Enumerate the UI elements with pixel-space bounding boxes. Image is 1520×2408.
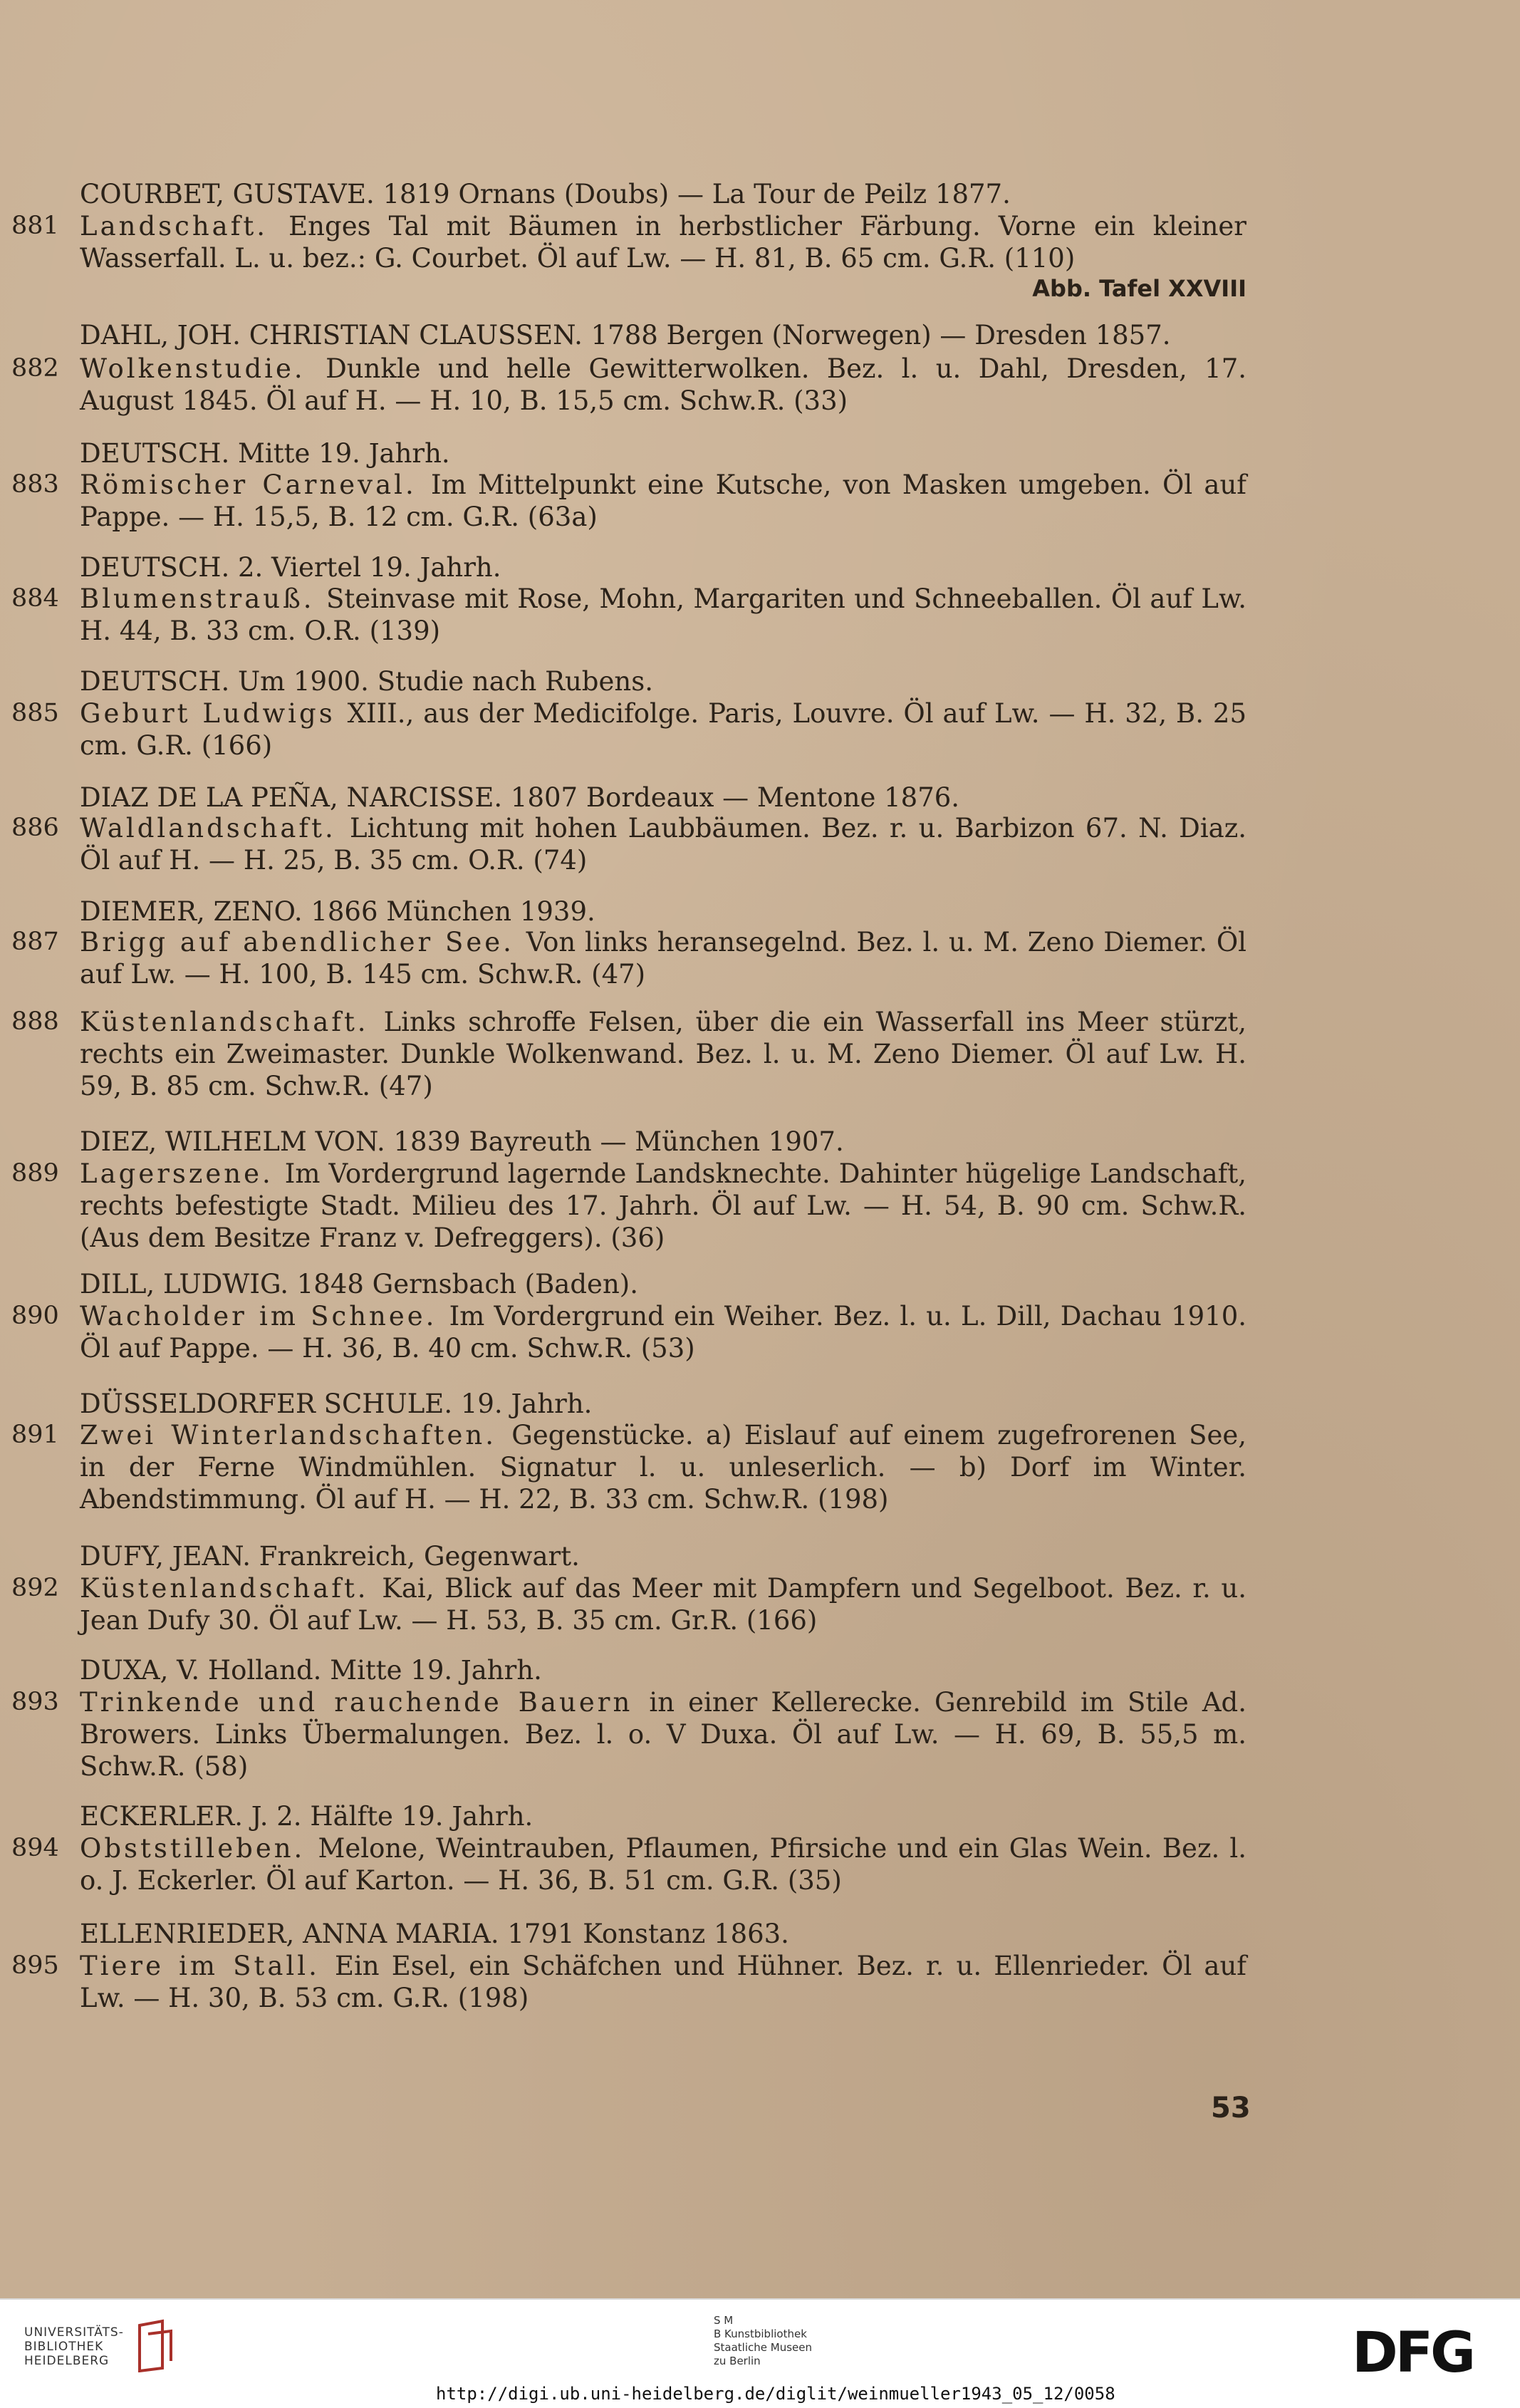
lot-number: 890 bbox=[11, 1302, 59, 1330]
lot-description: Dunkle und helle Gewitterwolken. Bez. l. u. Dahl, Dresden, 17. August 1845. Öl auf H. — H. 10, B. 15,5 cm. Schw.R. (33) bbox=[80, 353, 1246, 416]
lot-description: Steinvase mit Rose, Mohn, Margariten und Schneeballen. Öl auf Lw. H. 44, B. 33 cm. O.R. (139) bbox=[80, 583, 1246, 646]
smb-line: S M bbox=[714, 2314, 734, 2327]
plate-reference: Abb. Tafel XXVIII bbox=[1032, 275, 1246, 302]
permalink-url[interactable]: http://digi.ub.uni-heidelberg.de/diglit/weinmueller1943_05_12/0058 bbox=[436, 2384, 1115, 2404]
lot-description: in einer Kellerecke. Genrebild im Stile Ad. Browers. Links Übermalungen. Bez. l. o. V Duxa. Öl auf Lw. — H. 69, B. 55,5 m. Schw.R. (58) bbox=[80, 1687, 1246, 1782]
lot-description: Lichtung mit hohen Laubbäumen. Bez. r. u. Barbizon 67. N. Diaz. Öl auf H. — H. 25, B. 35 cm. O.R. (74) bbox=[80, 813, 1246, 876]
lot-title: Landschaft. bbox=[80, 211, 289, 242]
lot-description: Von links heransegelnd. Bez. l. u. M. Zeno Diemer. Öl auf Lw. — H. 100, B. 145 cm. Schw.R. (47) bbox=[80, 927, 1247, 990]
lot-number: 886 bbox=[11, 814, 59, 842]
lot-891 bbox=[11, 1419, 1246, 1515]
dfg-logo[interactable]: DFG bbox=[1352, 2321, 1474, 2385]
smb-logo[interactable] bbox=[714, 2314, 812, 2368]
lot-885 bbox=[11, 697, 1246, 762]
lot-number: 894 bbox=[11, 1834, 59, 1862]
lot-number: 895 bbox=[11, 1951, 59, 1980]
lot-number: 882 bbox=[11, 354, 59, 383]
lot-description: Ein Esel, ein Schäfchen und Hühner. Bez. r. u. Ellenrieder. Öl auf Lw. — H. 30, B. 53 cm. G.R. (198) bbox=[80, 1951, 1246, 2013]
lot-number: 889 bbox=[11, 1159, 59, 1188]
artist-heading: DEUTSCH. 2. Viertel 19. Jahrh. bbox=[80, 552, 501, 583]
lot-number: 883 bbox=[11, 470, 59, 499]
lot-title: Küstenlandschaft. bbox=[80, 1007, 384, 1037]
lot-number: 893 bbox=[11, 1688, 59, 1716]
lot-title: Geburt Ludwigs bbox=[80, 698, 348, 729]
artist-heading: COURBET, GUSTAVE. 1819 Ornans (Doubs) — La Tour de Peilz 1877. bbox=[80, 179, 1011, 209]
lot-title: Trinkende und rauchende Bauern bbox=[80, 1687, 650, 1718]
university-library-logo[interactable] bbox=[24, 2325, 124, 2368]
lot-895 bbox=[11, 1950, 1246, 2014]
artist-heading: DAHL, JOH. CHRISTIAN CLAUSSEN. 1788 Bergen (Norwegen) — Dresden 1857. bbox=[80, 320, 1171, 351]
lot-description: Gegenstücke. a) Eislauf auf einem zugefrorenen See, in der Ferne Windmühlen. Signatur l. u. unleserlich. — b) Dorf im Winter. Abendstimmung. Öl auf H. — H. 22, B. 33 cm. Schw.R. (198) bbox=[80, 1420, 1246, 1515]
artist-heading: DUXA, V. Holland. Mitte 19. Jahrh. bbox=[80, 1655, 542, 1686]
lot-882 bbox=[11, 353, 1246, 417]
lot-number: 884 bbox=[11, 584, 59, 613]
artist-heading: DEUTSCH. Um 1900. Studie nach Rubens. bbox=[80, 666, 653, 697]
lot-title: Römischer Carneval. bbox=[80, 469, 431, 500]
lot-description: XIII., aus der Medicifolge. Paris, Louvre. Öl auf Lw. — H. 32, B. 25 cm. G.R. (166) bbox=[80, 698, 1246, 761]
lot-883 bbox=[11, 469, 1246, 533]
lot-884 bbox=[11, 583, 1246, 647]
lot-number: 887 bbox=[11, 928, 59, 956]
lot-number: 892 bbox=[11, 1574, 59, 1602]
lot-887 bbox=[11, 926, 1247, 990]
lot-description: Links schroffe Felsen, über die ein Wasserfall ins Meer stürzt, rechts ein Zweimaster. Dunkle Wolkenwand. Bez. l. u. M. Zeno Diemer. Öl auf Lw. H. 59, B. 85 cm. Schw.R. (47) bbox=[80, 1007, 1246, 1101]
lot-881 bbox=[11, 210, 1246, 274]
artist-heading: DILL, LUDWIG. 1848 Gernsbach (Baden). bbox=[80, 1269, 638, 1299]
lot-892 bbox=[11, 1572, 1246, 1636]
lot-title: Küstenlandschaft. bbox=[80, 1573, 382, 1604]
lot-title: Obststilleben. bbox=[80, 1833, 318, 1864]
lot-title: Lagerszene. bbox=[80, 1158, 285, 1189]
artist-heading: DIAZ DE LA PEÑA, NARCISSE. 1807 Bordeaux — Mentone 1876. bbox=[80, 782, 960, 813]
footer-bar bbox=[0, 2298, 1520, 2408]
lot-889 bbox=[11, 1158, 1246, 1254]
lot-number: 881 bbox=[11, 212, 59, 240]
library-name-line: UNIVERSITÄTS- bbox=[24, 2325, 124, 2340]
library-name-line: HEIDELBERG bbox=[24, 2354, 110, 2368]
lot-886 bbox=[11, 812, 1246, 876]
artist-heading: DEUTSCH. Mitte 19. Jahrh. bbox=[80, 438, 450, 469]
lot-description: Im Mittelpunkt eine Kutsche, von Masken umgeben. Öl auf Pappe. — H. 15,5, B. 12 cm. G.R. (63a) bbox=[80, 469, 1246, 532]
lot-description: Melone, Weintrauben, Pflaumen, Pfirsiche und ein Glas Wein. Bez. l. o. J. Eckerler. Öl auf Karton. — H. 36, B. 51 cm. G.R. (35) bbox=[80, 1833, 1246, 1896]
lot-number: 885 bbox=[11, 699, 59, 727]
artist-heading: DIEZ, WILHELM VON. 1839 Bayreuth — München 1907. bbox=[80, 1126, 844, 1157]
lot-title: Wacholder im Schnee. bbox=[80, 1301, 449, 1332]
lot-title: Wolkenstudie. bbox=[80, 353, 326, 384]
lot-description: Im Vordergrund ein Weiher. Bez. l. u. L. Dill, Dachau 1910. Öl auf Pappe. — H. 36, B. 40 cm. Schw.R. (53) bbox=[80, 1301, 1246, 1364]
lot-title: Blumenstrauß. bbox=[80, 583, 326, 614]
lot-description: Kai, Blick auf das Meer mit Dampfern und Segelboot. Bez. r. u. Jean Dufy 30. Öl auf Lw. — H. 53, B. 35 cm. Gr.R. (166) bbox=[80, 1573, 1246, 1636]
artist-heading: ELLENRIEDER, ANNA MARIA. 1791 Konstanz 1863. bbox=[80, 1919, 789, 1949]
library-emblem-icon bbox=[134, 2318, 177, 2372]
smb-line: zu Berlin bbox=[714, 2355, 761, 2367]
lot-number: 891 bbox=[11, 1421, 59, 1449]
lot-title: Brigg auf abendlicher See. bbox=[80, 927, 526, 958]
artist-heading: ECKERLER. J. 2. Hälfte 19. Jahrh. bbox=[80, 1801, 533, 1832]
smb-line: Staatliche Museen bbox=[714, 2341, 812, 2354]
lot-description: Enges Tal mit Bäumen in herbstlicher Färbung. Vorne ein kleiner Wasserfall. L. u. bez.: G. Courbet. Öl auf Lw. — H. 81, B. 65 cm. G.R. (110) bbox=[80, 211, 1246, 274]
library-name-line: BIBLIOTHEK bbox=[24, 2340, 104, 2354]
artist-heading: DÜSSELDORFER SCHULE. 19. Jahrh. bbox=[80, 1389, 593, 1419]
lot-893 bbox=[11, 1686, 1246, 1782]
smb-line: B Kunstbibliothek bbox=[714, 2327, 807, 2340]
lot-888 bbox=[11, 1006, 1246, 1102]
lot-number: 888 bbox=[11, 1007, 59, 1036]
lot-title: Waldlandschaft. bbox=[80, 813, 350, 844]
lot-890 bbox=[11, 1300, 1246, 1364]
lot-title: Zwei Winterlandschaften. bbox=[80, 1420, 512, 1450]
artist-heading: DUFY, JEAN. Frankreich, Gegenwart. bbox=[80, 1541, 580, 1572]
artist-heading: DIEMER, ZENO. 1866 München 1939. bbox=[80, 896, 595, 927]
lot-894 bbox=[11, 1832, 1246, 1896]
lot-description: Im Vordergrund lagernde Landsknechte. Dahinter hügelige Landschaft, rechts befestigte Stadt. Milieu des 17. Jahrh. Öl auf Lw. — H. 54, B. 90 cm. Schw.R. (Aus dem Besitze Franz v. Defreggers). (36) bbox=[80, 1158, 1246, 1253]
lot-title: Tiere im Stall. bbox=[80, 1951, 335, 1981]
page-number: 53 bbox=[1211, 2092, 1251, 2124]
